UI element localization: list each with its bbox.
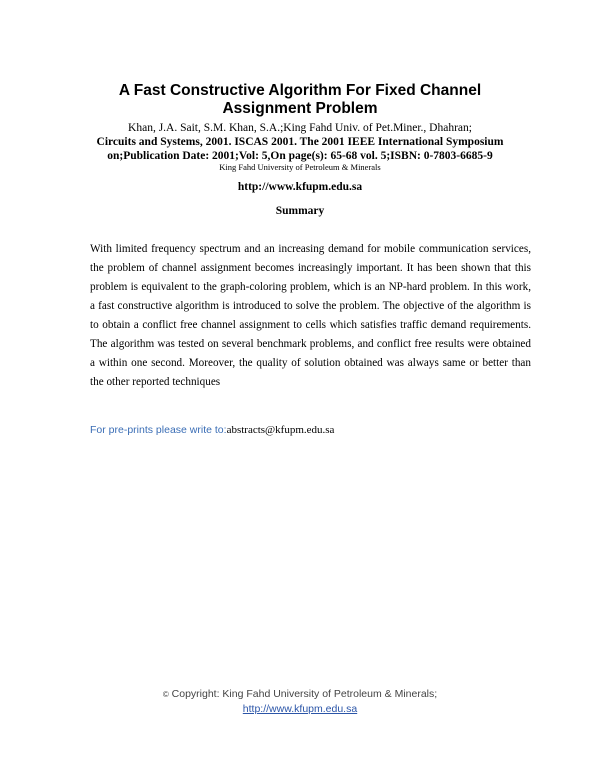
preprint-label: For pre-prints please write to: (90, 424, 227, 436)
preprint-email[interactable]: abstracts@kfupm.edu.sa (226, 424, 335, 436)
summary-heading: Summary (275, 205, 325, 217)
copyright-icon: © (162, 690, 169, 699)
title-line-2: Assignment Problem (222, 100, 378, 117)
venue-line-2: on;Publication Date: 2001;Vol: 5,On page(s): 65-68 vol. 5;ISBN: 0-7803-6685-9 (107, 150, 493, 162)
venue-line-1: Circuits and Systems, 2001. ISCAS 2001. The 2001 IEEE International Symposium (96, 136, 504, 148)
copyright-text: Copyright: King Fahd University of Petroleum & Minerals; (171, 688, 438, 700)
abstract-text: With limited frequency spectrum and an increasing demand for mobile communication services, the problem of channel assignment becomes increasingly important. It has been shown that this problem is equivalent to the graph-coloring problem, which is an NP-hard problem. In this work, a fast constructive algorithm is introduced to solve the problem. The objective of the algorithm is to obtain a conflict free channel assignment to cells which satisfies traffic demand requirements. The algorithm was tested on several benchmark problems, and conflict free results were obtained a within one second. Moreover, the quality of solution obtained was always same or better than the other reported techniques (90, 243, 531, 388)
authors: Khan, J.A. Sait, S.M. Khan, S.A.;King Fahd Univ. of Pet.Miner., Dhahran; (128, 122, 472, 134)
footer (60, 687, 540, 716)
paper-title (60, 82, 540, 118)
title-line-1: A Fast Constructive Algorithm For Fixed Channel (118, 82, 482, 99)
footer-link[interactable]: http://www.kfupm.edu.sa (242, 703, 358, 715)
affiliation: King Fahd University of Petroleum & Minerals (219, 162, 381, 172)
venue (60, 135, 540, 163)
university-url[interactable]: http://www.kfupm.edu.sa (237, 181, 363, 193)
preprint-note (90, 424, 334, 436)
